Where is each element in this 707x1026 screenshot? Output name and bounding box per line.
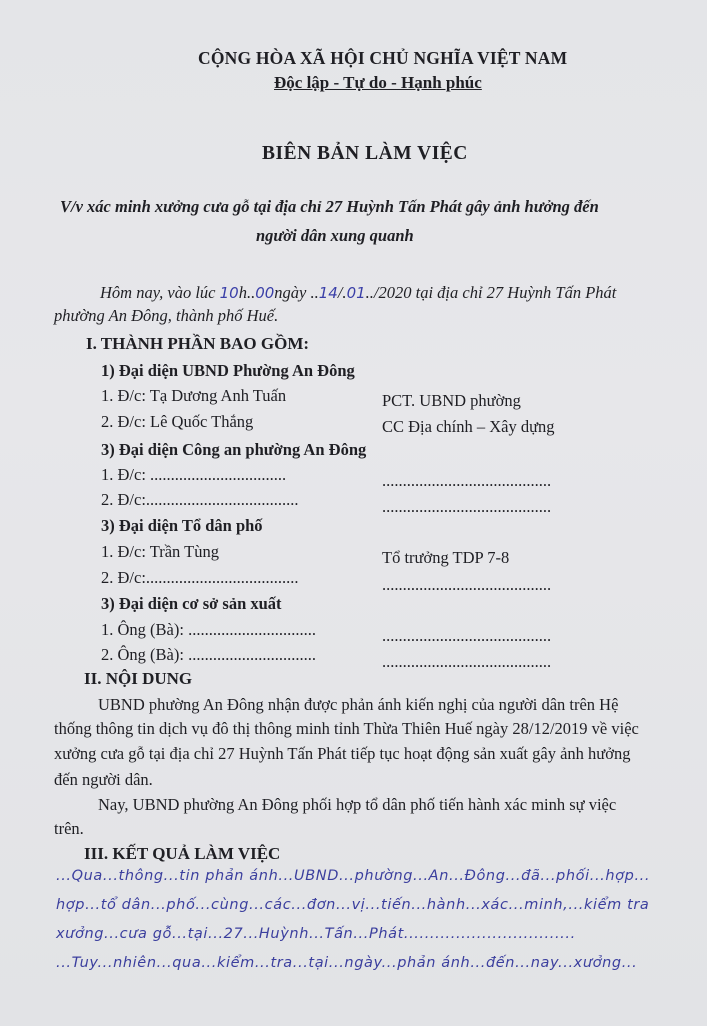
content-para2-line1: Nay, UBND phường An Đông phối hợp tổ dân phố tiến hành xác minh sự việc [98,795,617,814]
document-subject-line1: V/v xác minh xưởng cưa gỗ tại địa chỉ 27 Huỳnh Tấn Phát gây ảnh hưởng đến [60,197,599,216]
handwritten-day: 14 [318,284,338,302]
police-member2-role: ......................................... [382,497,552,516]
police-member2-name: 2. Đ/c:..................................... [101,490,299,509]
group-ubnd-heading: 1) Đại diện UBND Phường An Đông [101,361,355,380]
section2-heading: II. NỘI DUNG [84,669,193,688]
facility-member1-name: 1. Ông (Bà): ............................... [101,620,316,639]
document-subject-line2: người dân xung quanh [256,226,414,245]
content-para2-line2: trên. [54,819,84,838]
national-title: CỘNG HÒA XÃ HỘI CHỦ NGHĨA VIỆT NAM [198,48,568,68]
residential-member1-name: 1. Đ/c: Trần Tùng [101,542,219,561]
handwritten-minute: 00 [255,284,275,302]
residential-member2-role: ......................................... [382,575,552,594]
content-para1-line4: đến người dân. [54,770,153,789]
national-motto: Độc lập - Tự do - Hạnh phúc [274,73,482,92]
group-police-heading: 3) Đại diện Công an phường An Đông [101,440,367,459]
handwritten-result-line3: xưởng...cưa gỗ...tại...27...Huỳnh...Tấn...Phát................................. [56,926,576,942]
content-para1-line2: thống thông tin dịch vụ đô thị thông minh tỉnh Thừa Thiên Huế ngày 28/12/2019 về việc [54,719,639,738]
group-residential-heading: 3) Đại diện Tổ dân phố [101,516,263,535]
handwritten-month: 01 [346,284,366,302]
content-para1-line3: xưởng cưa gỗ tại địa chỉ 27 Huỳnh Tấn Phát tiếp tục hoạt động sản xuất gây ảnh hưởng [54,744,631,763]
content-para1-line1: UBND phường An Đông nhận được phản ánh kiến nghị của người dân trên Hệ [98,695,619,714]
handwritten-result-line4: ...Tuy...nhiên...qua...kiểm...tra...tại...ngày...phản ánh...đến...nay...xưởng... [56,955,638,971]
section1-heading: I. THÀNH PHẦN BAO GỒM: [86,334,310,353]
ubnd-member1-role: PCT. UBND phường [382,391,521,410]
handwritten-result-line1: ...Qua...thông...tin phản ánh...UBND...phường...An...Đông...đã...phối...hợp... [56,868,651,884]
intro-text-c: ngày [274,283,311,302]
ubnd-member2-name: 2. Đ/c: Lê Quốc Thắng [101,412,254,431]
intro-text-b: h [238,283,247,302]
intro-line2: phường An Đông, thành phố Huế. [54,306,279,325]
ubnd-member2-role: CC Địa chính – Xây dựng [382,417,555,436]
facility-member2-name: 2. Ông (Bà): ............................... [101,645,316,664]
handwritten-result-line2: hợp...tổ dân...phố...cùng...các...đơn...vị...tiến...hành...xác...minh,...kiểm tra [56,897,650,913]
residential-member2-name: 2. Đ/c:..................................... [101,568,299,587]
group-facility-heading: 3) Đại diện cơ sở sản xuất [101,594,282,613]
intro-text-d: /2020 tại địa chỉ 27 Huỳnh Tấn Phát [373,283,617,302]
section3-heading: III. KẾT QUẢ LÀM VIỆC [84,844,281,863]
residential-member1-role: Tổ trưởng TDP 7-8 [382,548,510,567]
intro-text-a: Hôm nay, vào lúc [100,283,220,302]
intro-line1: Hôm nay, vào lúc 10h..00ngày ..14/.01../2020 tại địa chỉ 27 Huỳnh Tấn Phát [100,283,617,302]
police-member1-role: ......................................... [382,471,552,490]
ubnd-member1-name: 1. Đ/c: Tạ Dương Anh Tuấn [101,386,287,405]
handwritten-hour: 10 [219,284,239,302]
police-member1-name: 1. Đ/c: ................................. [101,465,287,484]
facility-member2-role: ......................................... [382,652,552,671]
document-title: BIÊN BẢN LÀM VIỆC [262,143,468,164]
facility-member1-role: ......................................... [382,626,552,645]
